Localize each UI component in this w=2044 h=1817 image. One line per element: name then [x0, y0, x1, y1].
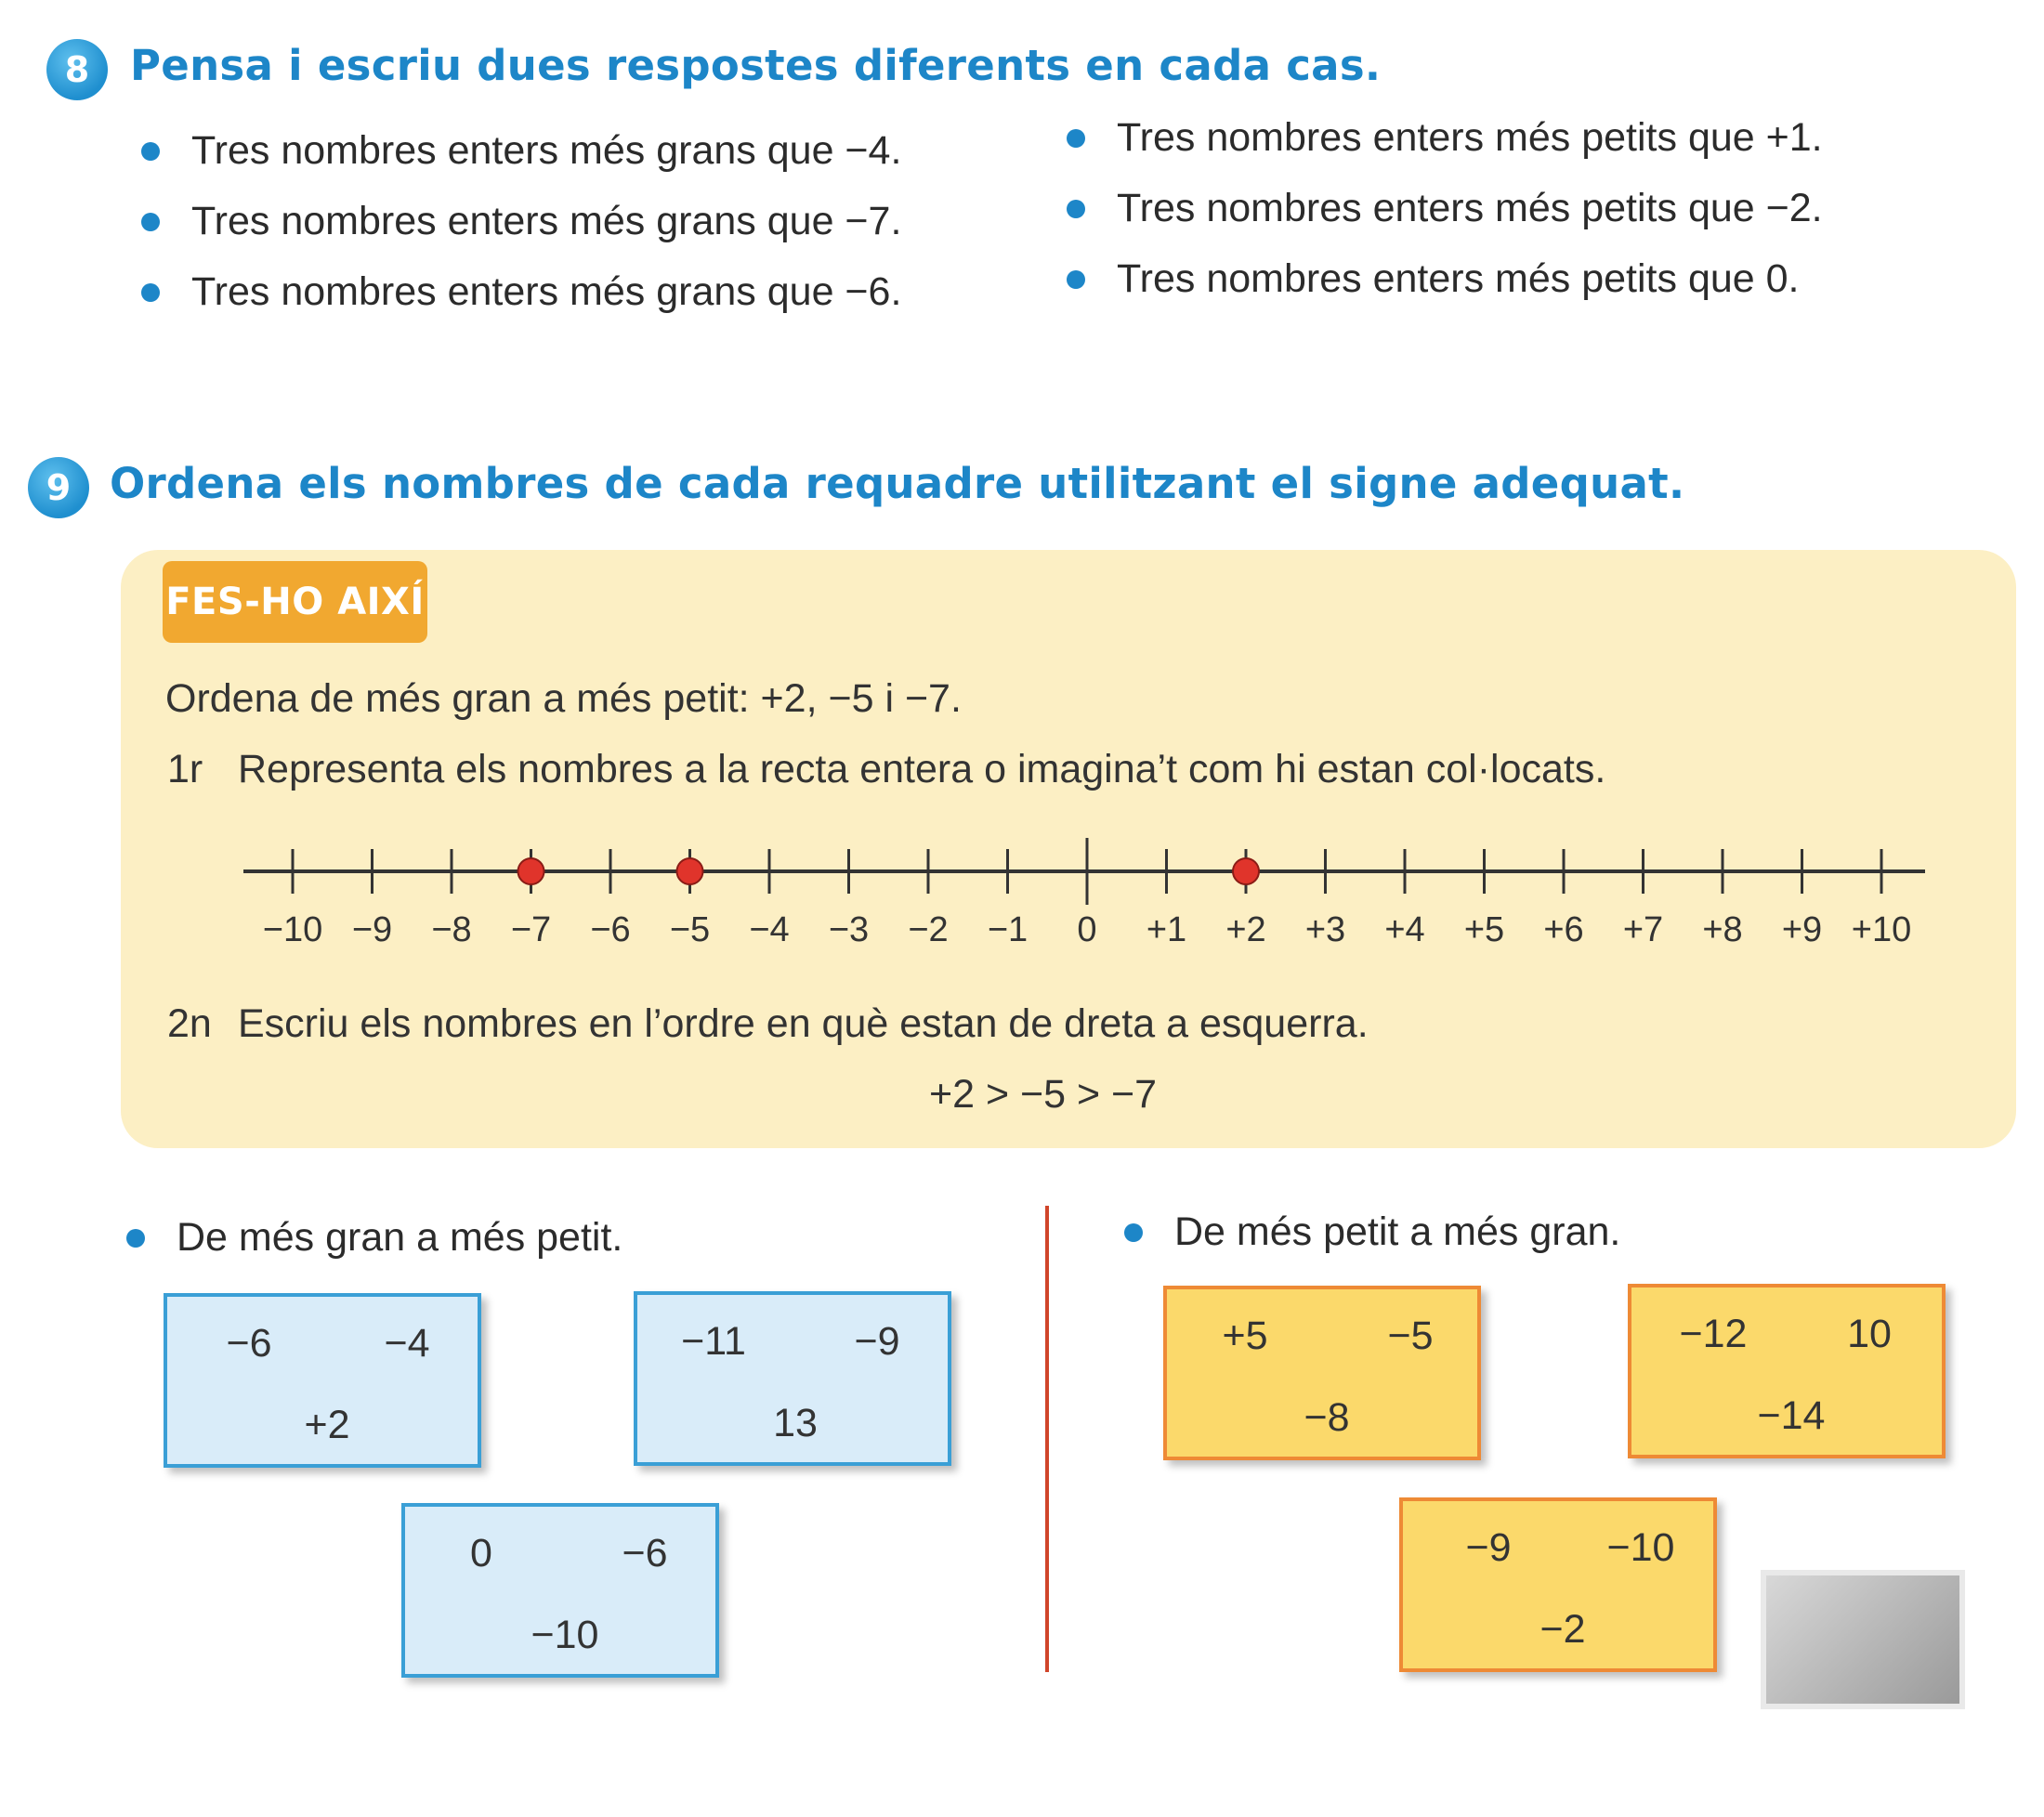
- box-value: 13: [773, 1401, 818, 1445]
- box-value: −10: [1606, 1525, 1675, 1570]
- list-item-text: Tres nombres enters més grans que −7.: [191, 199, 902, 243]
- number-line-label: +6: [1543, 910, 1584, 949]
- box-value: 10: [1847, 1312, 1892, 1356]
- right-heading-text: De més petit a més gran.: [1174, 1209, 1621, 1254]
- number-line-label: +3: [1304, 910, 1346, 949]
- list-item-text: Tres nombres enters més petits que 0.: [1117, 256, 1800, 301]
- number-line-label: −2: [908, 910, 949, 949]
- number-line-label: −5: [669, 910, 711, 949]
- number-line-label: −3: [828, 910, 870, 949]
- box-value: −9: [854, 1319, 900, 1364]
- number-line-label: +5: [1463, 910, 1505, 949]
- box-value: −10: [531, 1613, 599, 1657]
- step-1-label: 1r: [167, 747, 203, 791]
- example-result: +2 > −5 > −7: [929, 1072, 1158, 1117]
- number-line-marker: [677, 858, 703, 884]
- example-prompt: Ordena de més gran a més petit: +2, −5 i −7.: [165, 676, 962, 721]
- step-2-text: Escriu els nombres en l’ordre en què estan de dreta a esquerra.: [238, 1001, 1369, 1046]
- box-value: −2: [1540, 1607, 1586, 1652]
- box-value: −11: [681, 1319, 746, 1364]
- number-line-label: 0: [1077, 910, 1097, 949]
- number-line-label: +8: [1702, 910, 1743, 949]
- number-box: [401, 1503, 719, 1678]
- step-2: [167, 1001, 1369, 1047]
- number-line-label: −10: [262, 910, 323, 949]
- number-box: [634, 1291, 951, 1466]
- step-2-label: 2n: [167, 1001, 212, 1046]
- left-heading: [126, 1215, 622, 1261]
- box-value: −6: [226, 1321, 272, 1366]
- number-line-label: −9: [351, 910, 393, 949]
- list-item-text: Tres nombres enters més grans que −4.: [191, 128, 902, 173]
- number-box: [1163, 1286, 1481, 1460]
- bullet-icon: [1124, 1223, 1143, 1242]
- number-line-label: +2: [1225, 910, 1266, 949]
- number-box: [1399, 1497, 1717, 1672]
- number-line-marker: [1233, 858, 1259, 884]
- number-line-label: −1: [987, 910, 1029, 949]
- bullet-icon: [126, 1229, 145, 1248]
- list-item-text: Tres nombres enters més petits que +1.: [1117, 115, 1823, 160]
- number-box: [164, 1293, 481, 1468]
- number-line-label: −7: [510, 910, 552, 949]
- box-value: −12: [1679, 1312, 1748, 1356]
- number-line-label: −8: [431, 910, 472, 949]
- number-box: [1628, 1284, 1946, 1458]
- number-line-label: +4: [1384, 910, 1425, 949]
- box-value: 0: [470, 1531, 492, 1575]
- right-heading: [1124, 1209, 1620, 1255]
- exercise-8-badge: 8: [46, 39, 108, 100]
- box-value: −6: [622, 1531, 668, 1575]
- exercise-9-title: Ordena els nombres de cada requadre utilitzant el signe adequat.: [110, 459, 1685, 508]
- box-value: −4: [384, 1321, 430, 1366]
- number-line-label: −6: [590, 910, 631, 949]
- list-item-text: Tres nombres enters més petits que −2.: [1117, 186, 1823, 230]
- example-tag: FES-HO AIXÍ: [163, 561, 427, 643]
- left-heading-text: De més gran a més petit.: [177, 1215, 623, 1260]
- list-item-text: Tres nombres enters més grans que −6.: [191, 269, 902, 314]
- box-value: −9: [1465, 1525, 1512, 1570]
- number-line-label: −4: [749, 910, 790, 949]
- exercise-8-title: Pensa i escriu dues respostes diferents en cada cas.: [130, 41, 1382, 90]
- column-divider: [1045, 1206, 1049, 1672]
- box-value: +2: [304, 1403, 350, 1447]
- number-line-label: +7: [1622, 910, 1664, 949]
- box-value: +5: [1222, 1314, 1268, 1358]
- box-value: −8: [1304, 1395, 1350, 1440]
- number-line-marker: [518, 858, 544, 884]
- exercise-9-badge: 9: [28, 457, 89, 518]
- number-line-label: +1: [1146, 910, 1187, 949]
- number-line-label: +9: [1781, 910, 1823, 949]
- corner-photo: [1761, 1570, 1965, 1709]
- box-value: −5: [1387, 1314, 1434, 1358]
- number-line-label: +10: [1851, 910, 1912, 949]
- step-1-text: Representa els nombres a la recta entera o imagina’t com hi estan col·locats.: [238, 747, 1606, 791]
- box-value: −14: [1757, 1393, 1826, 1438]
